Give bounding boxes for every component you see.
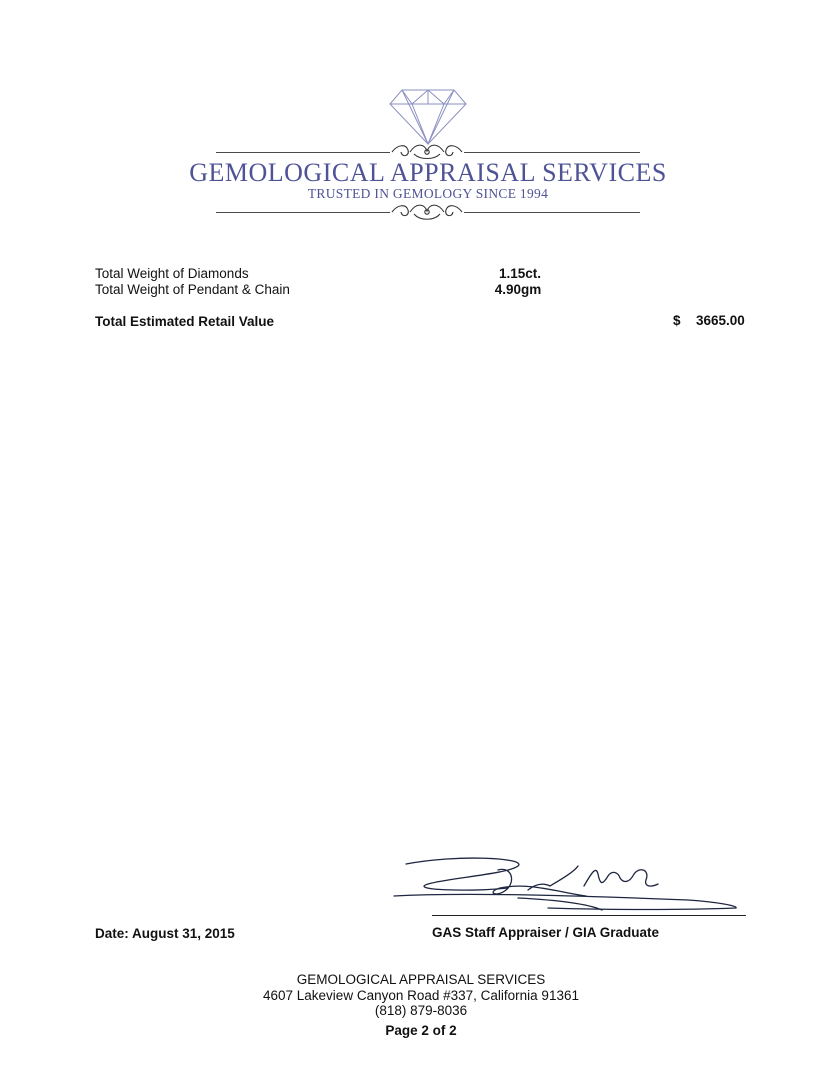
diamond-weight-label: Total Weight of Diamonds [95,266,249,281]
appraiser-title: GAS Staff Appraiser / GIA Graduate [432,925,660,940]
ornament-icon [390,202,464,224]
footer-phone: (818) 879-8036 [374,1003,468,1018]
footer-company: GEMOLOGICAL APPRAISAL SERVICES [296,972,546,987]
diamond-weight-value: 1.15ct. [498,266,542,281]
header-top-rule-right [464,152,640,153]
company-tagline: TRUSTED IN GEMOLOGY SINCE 1994 [307,186,549,201]
signature-image [388,852,748,914]
pendant-weight-value: 4.90gm [494,282,542,297]
diamond-logo-icon [388,88,468,146]
date-label: Date: August 31, 2015 [95,926,235,941]
company-name: GEMOLOGICAL APPRAISAL SERVICES [189,158,667,187]
signature-line [432,915,746,916]
pendant-weight-label: Total Weight of Pendant & Chain [95,282,290,297]
header-top-rule-left [216,152,390,153]
currency-symbol: $ [673,313,681,328]
retail-value-label: Total Estimated Retail Value [95,314,275,329]
header-bottom-rule-left [216,212,390,213]
footer-address: 4607 Lakeview Canyon Road #337, California 91361 [263,988,579,1003]
retail-value: 3665.00 [696,313,745,328]
header-bottom-rule-right [464,212,640,213]
page-number: Page 2 of 2 [385,1023,457,1038]
